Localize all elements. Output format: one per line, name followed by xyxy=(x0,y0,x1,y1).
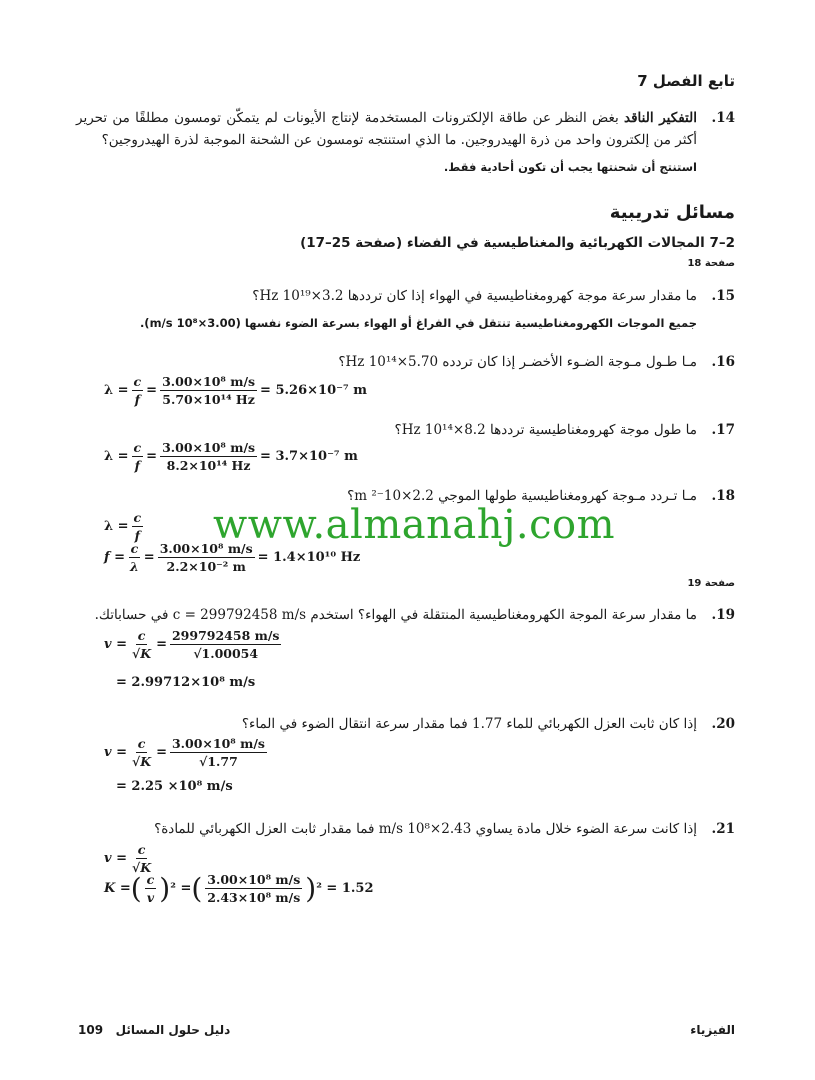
question-text: ما طول موجة كهرومغناطيسية ترددها 8.2×10¹⁴ Hz؟ xyxy=(394,422,697,438)
question-21 xyxy=(76,818,735,840)
fraction: $\frac{c}{f}$ xyxy=(133,374,142,407)
question-number: .16 xyxy=(711,354,735,370)
answer-14: استنتج أن شحنتها يجب أن تكون أحادية فقط. xyxy=(443,160,697,174)
question-number: .19 xyxy=(711,607,735,623)
result-20: = 2.25 ×10⁸ m/s xyxy=(116,779,233,794)
fraction: $\frac{c}{√K}$ xyxy=(131,628,152,661)
question-number: .21 xyxy=(711,821,735,837)
question-19 xyxy=(76,604,735,626)
footer-left xyxy=(78,1023,230,1037)
equation-21b: K = ( $\frac{c}{v}$ ) ² = ( $\frac{\text{3.00×10⁸ m/s}}{\text{2.43×10⁸ m/s}}$ ) ² = 1.52 xyxy=(104,871,374,905)
fraction: $\frac{c}{f}$ xyxy=(133,440,142,473)
book-title: دليل حلول المسائل xyxy=(115,1023,231,1037)
fraction: $\frac{c}{√K}$ xyxy=(131,736,152,769)
question-text: مـا طـول مـوجة الضـوء الأخضـر إذا كان تردده 5.70×10¹⁴ Hz؟ xyxy=(338,354,697,370)
fraction: $\frac{299792458 m/s}{√1.00054}$ xyxy=(171,628,280,661)
fraction: $\frac{c}{v}$ xyxy=(146,872,155,905)
page-number: 109 xyxy=(78,1023,104,1037)
question-text: إذا كانت سرعة الضوء خلال مادة يساوي 2.43×10⁸ m/s فما مقدار ثابت العزل الكهربائي للمادة؟ xyxy=(154,821,697,837)
equation-17: λ = $\frac{c}{f}$ = $\frac{\text{3.00×10⁸ m/s}}{\text{8.2×10¹⁴ Hz}}$ = 3.7×10⁻⁷ m xyxy=(104,440,358,473)
question-17 xyxy=(76,419,735,441)
equation-16: λ = $\frac{c}{f}$ = $\frac{\text{3.00×10⁸ m/s}}{\text{5.70×10¹⁴ Hz}}$ = 5.26×10⁻⁷ m xyxy=(104,374,367,407)
question-text: ما مقدار سرعة الموجة الكهرومغناطيسية المنتقلة في الهواء؟ استخدم c = 299792458 m/s في حساباتك. xyxy=(94,607,697,623)
question-lead: التفكير الناقد xyxy=(624,110,697,126)
equation-20: v = $\frac{c}{√K}$ = $\frac{\text{3.00×10⁸ m/s}}{√1.77}$ xyxy=(104,736,265,769)
watermark: www.almanahj.com xyxy=(213,502,616,548)
question-number: .14 xyxy=(711,110,735,126)
equation-18a: λ = $\frac{c}{f}$ xyxy=(104,510,142,543)
fraction: $\frac{\text{3.00×10⁸ m/s}}{\text{5.70×10¹⁴ Hz}}$ xyxy=(162,374,256,407)
question-14 xyxy=(76,107,735,151)
question-number: .15 xyxy=(711,288,735,304)
fraction: $\frac{c}{f}$ xyxy=(133,510,142,543)
question-text: التفكير الناقد بغض النظر عن طاقة الإلكترونات المستخدمة لإنتاج الأيونات لم يتمكّن تومسون مطلقًا من تحرير أكثر من إلكترون واحد من ذرة الهيدروجين. ما الذي استنتجه تومسون عن الشحنة الموجبة لذرة الهيدروجين؟ xyxy=(76,110,697,148)
chapter-header: تابع الفصل 7 xyxy=(637,72,735,90)
footer-subject: الفيزياء xyxy=(690,1023,735,1037)
subsection-title: 2–7 المجالات الكهربائية والمغناطيسية في الفضاء (صفحة 25–17) xyxy=(300,235,735,251)
page-ref-18: صفحة 18 xyxy=(687,258,735,269)
question-text: ما مقدار سرعة موجة كهرومغناطيسية في الهواء إذا كان ترددها 3.2×10¹⁹ Hz؟ xyxy=(252,288,697,304)
fraction: $\frac{c}{√K}$ xyxy=(131,842,152,875)
question-text: مـا تـردد مـوجة كهرومغناطيسية طولها الموجي 2.2×10⁻² m؟ xyxy=(347,488,697,504)
question-20 xyxy=(76,713,735,735)
fraction: $\frac{c}{\lambda}$ xyxy=(130,541,139,574)
page-ref-19: صفحة 19 xyxy=(687,578,735,589)
question-number: .18 xyxy=(711,488,735,504)
fraction: $\frac{\text{3.00×10⁸ m/s}}{\text{8.2×10¹⁴ Hz}}$ xyxy=(162,440,256,473)
answer-15: جميع الموجات الكهرومغناطيسية تنتقل في الفراغ أو الهواء بسرعة الضوء نفسها (3.00×10⁸ m/s). xyxy=(139,316,697,330)
question-text: إذا كان ثابت العزل الكهربائي للماء 1.77 فما مقدار سرعة انتقال الضوء في الماء؟ xyxy=(241,716,697,732)
result-19: = 2.99712×10⁸ m/s xyxy=(116,675,256,690)
fraction: $\frac{\text{3.00×10⁸ m/s}}{\text{2.2×10⁻² m}}$ xyxy=(159,541,253,574)
question-15 xyxy=(76,285,735,307)
question-16 xyxy=(76,351,735,373)
fraction: $\frac{\text{3.00×10⁸ m/s}}{√1.77}$ xyxy=(171,736,265,769)
fraction: $\frac{\text{3.00×10⁸ m/s}}{\text{2.43×10⁸ m/s}}$ xyxy=(207,872,301,905)
equation-19: v = $\frac{c}{√K}$ = $\frac{299792458 m/s}{√1.00054}$ xyxy=(104,628,280,661)
equation-21a: v = $\frac{c}{√K}$ xyxy=(104,842,152,875)
equation-18b: f = $\frac{c}{\lambda}$ = $\frac{\text{3.00×10⁸ m/s}}{\text{2.2×10⁻² m}}$ = 1.4×10¹⁰ Hz xyxy=(104,541,361,574)
question-number: .17 xyxy=(711,422,735,438)
question-number: .20 xyxy=(711,716,735,732)
section-title: مسائل تدريبية xyxy=(609,202,735,223)
